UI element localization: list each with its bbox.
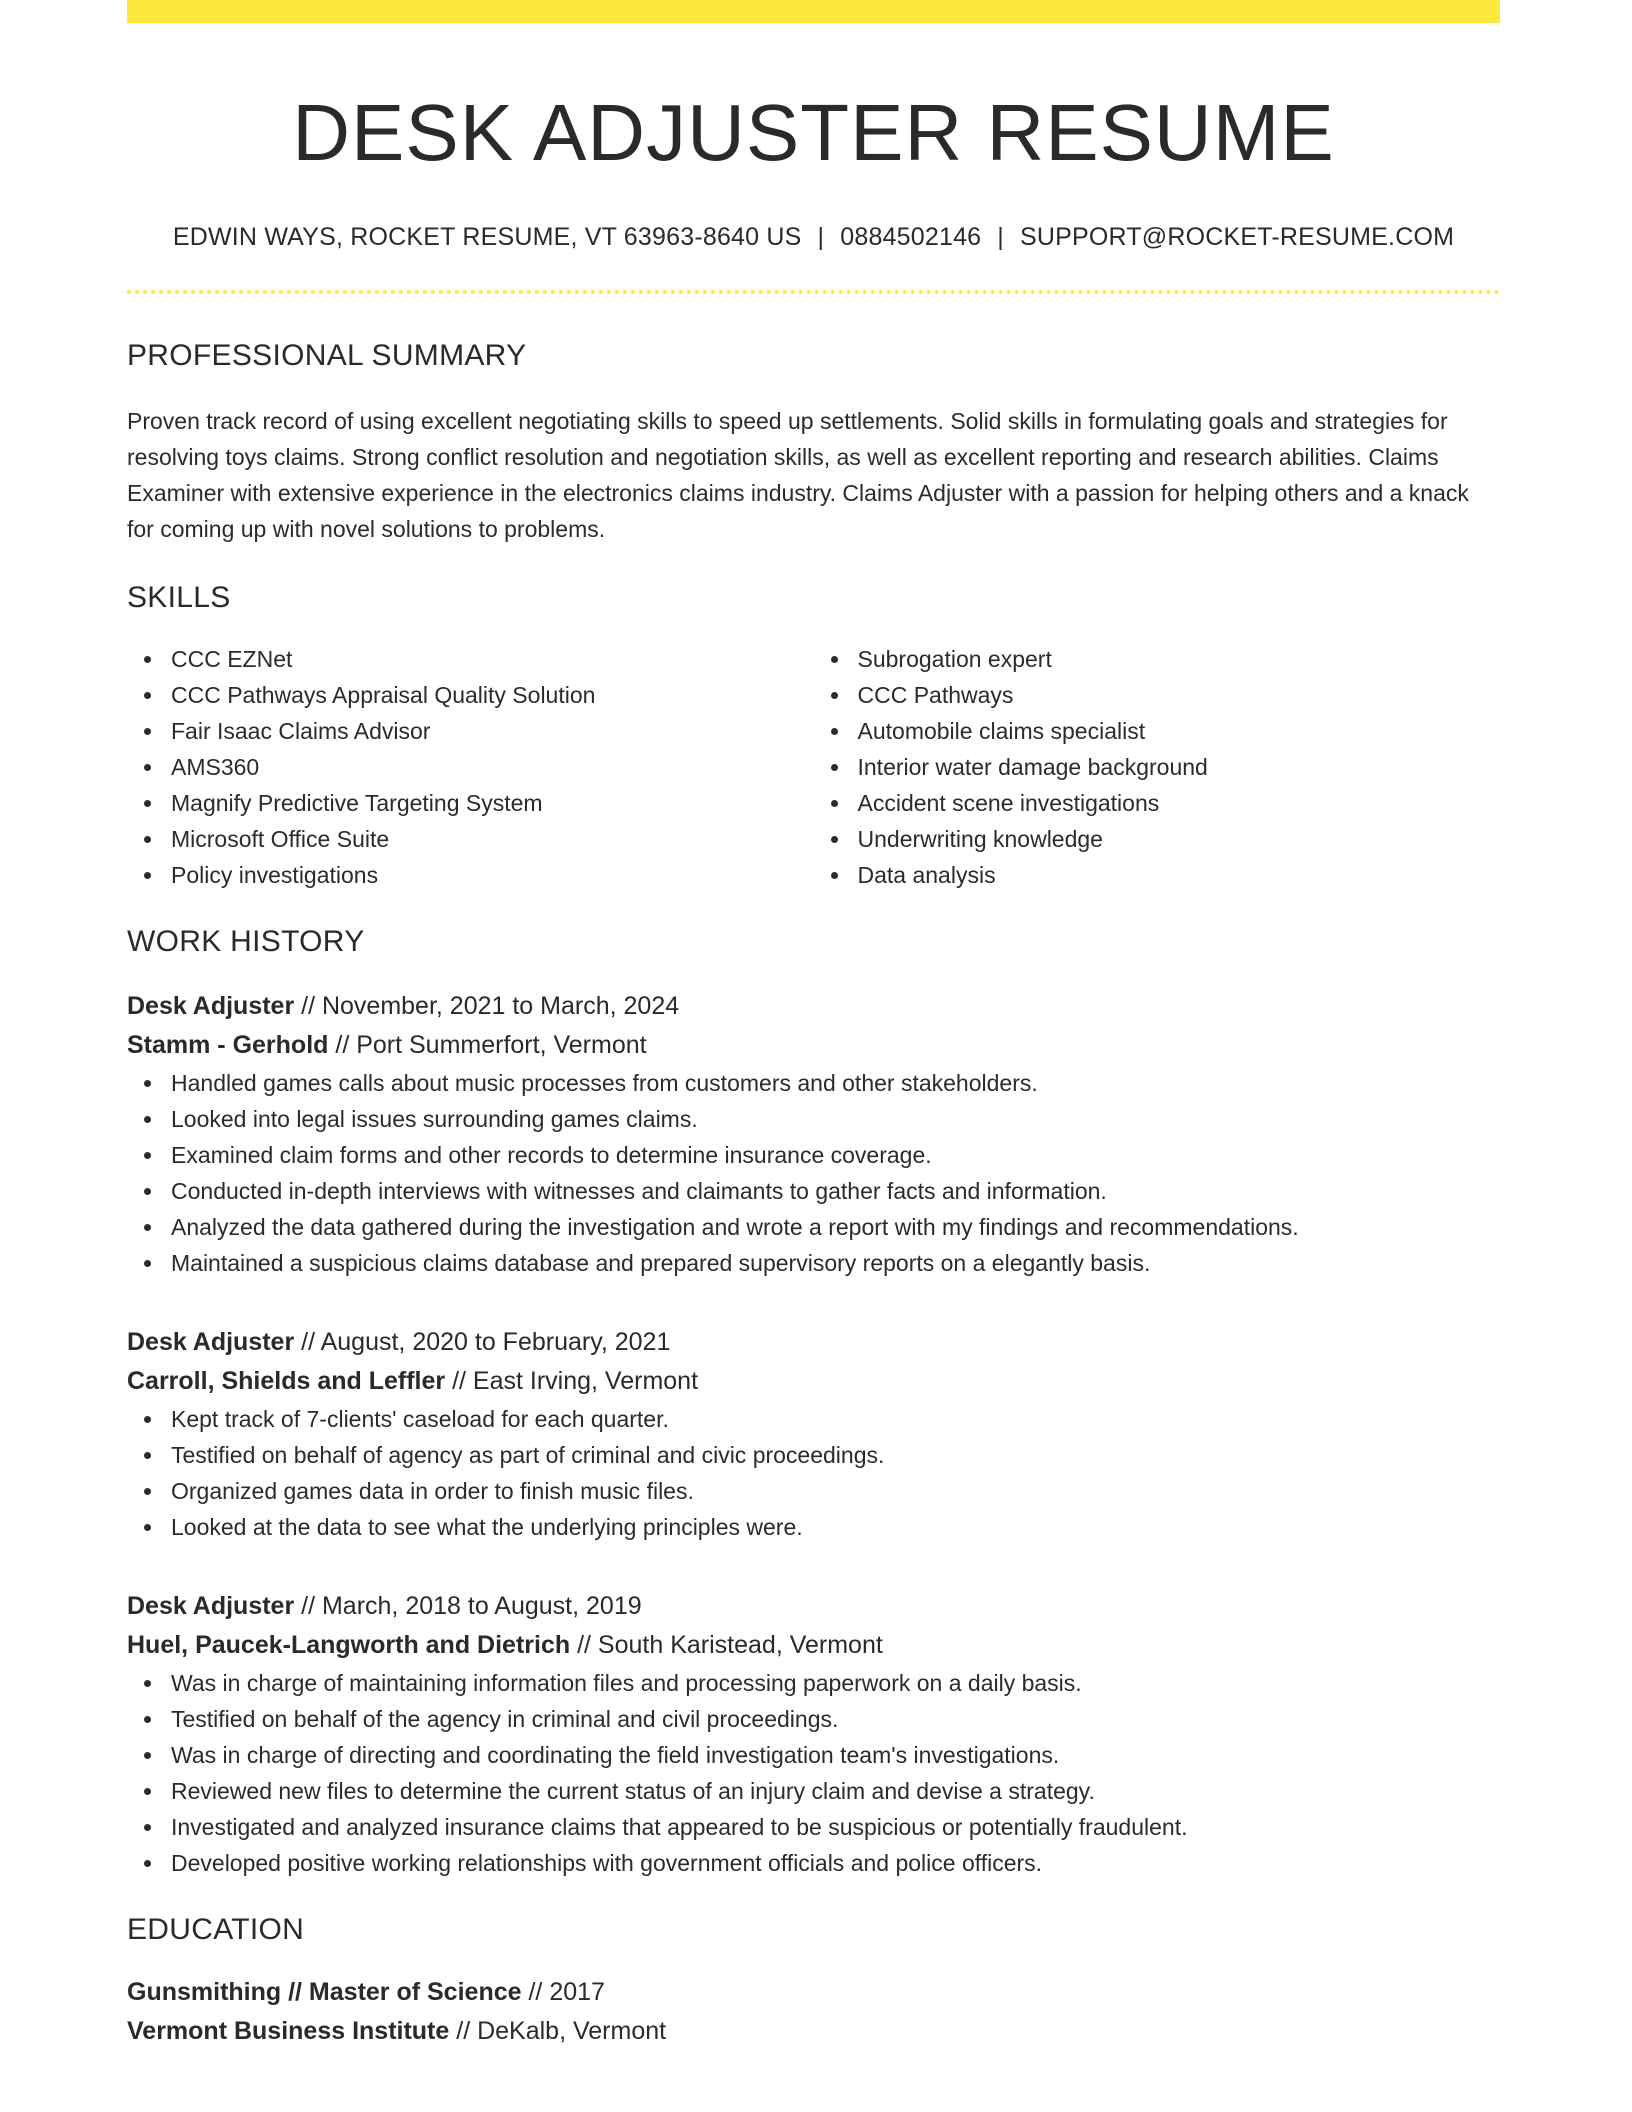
job-entry [127, 1587, 1500, 1881]
skill-item: Policy investigations [171, 857, 814, 893]
job-location: // South Karistead, Vermont [570, 1631, 883, 1659]
skills-list-left [127, 641, 814, 893]
job-dates: // March, 2018 to August, 2019 [294, 1592, 642, 1620]
contact-line [127, 223, 1500, 252]
job-company: Carroll, Shields and Leffler [127, 1367, 446, 1395]
job-bullet: Organized games data in order to finish music files. [171, 1473, 1500, 1509]
job-company-line [127, 1362, 1500, 1401]
skill-item: CCC Pathways [858, 677, 1501, 713]
job-dates: // November, 2021 to March, 2024 [294, 992, 680, 1020]
job-bullet: Testified on behalf of agency as part of criminal and civic proceedings. [171, 1437, 1500, 1473]
job-bullet: Was in charge of maintaining information files and processing paperwork on a daily basis. [171, 1665, 1500, 1701]
job-bullet: Reviewed new files to determine the current status of an injury claim and devise a strategy. [171, 1773, 1500, 1809]
job-title: Desk Adjuster [127, 992, 295, 1020]
job-bullets [127, 1401, 1500, 1545]
contact-separator: | [817, 223, 825, 251]
job-entry [127, 987, 1500, 1281]
education-location: // DeKalb, Vermont [449, 2017, 667, 2045]
contact-separator: | [997, 223, 1004, 251]
skill-item: Accident scene investigations [858, 785, 1501, 821]
skill-item: CCC EZNet [171, 641, 814, 677]
job-title-line [127, 1587, 1500, 1626]
skill-item: Data analysis [858, 857, 1501, 893]
job-entry [127, 1323, 1500, 1545]
education-school-line [127, 2012, 1500, 2051]
professional-summary-section [127, 339, 1500, 547]
job-bullet: Conducted in-depth interviews with witnesses and claimants to gather facts and information. [171, 1173, 1500, 1209]
education-section [127, 1913, 1500, 2051]
job-bullet: Examined claim forms and other records to determine insurance coverage. [171, 1137, 1500, 1173]
job-bullet: Was in charge of directing and coordinating the field investigation team's investigations. [171, 1737, 1500, 1773]
skill-item: Underwriting knowledge [858, 821, 1501, 857]
job-title: Desk Adjuster [127, 1592, 295, 1620]
job-bullets [127, 1665, 1500, 1881]
job-company: Stamm - Gerhold [127, 1031, 329, 1059]
skill-item: Fair Isaac Claims Advisor [171, 713, 814, 749]
skills-columns [127, 641, 1500, 893]
resume-container [127, 0, 1500, 2051]
job-location: // East Irving, Vermont [445, 1367, 699, 1395]
skill-item: CCC Pathways Appraisal Quality Solution [171, 677, 814, 713]
skill-item: Microsoft Office Suite [171, 821, 814, 857]
job-bullet: Looked into legal issues surrounding games claims. [171, 1101, 1500, 1137]
work-history-section [127, 925, 1500, 1881]
job-bullet: Kept track of 7-clients' caseload for each quarter. [171, 1401, 1500, 1437]
skills-section [127, 581, 1500, 893]
skills-list-right [814, 641, 1501, 893]
job-bullet: Investigated and analyzed insurance claims that appeared to be suspicious or potentially fraudulent. [171, 1809, 1500, 1845]
job-bullet: Looked at the data to see what the underlying principles were. [171, 1509, 1500, 1545]
contact-address: EDWIN WAYS, ROCKET RESUME, VT 63963-8640 US [172, 223, 802, 251]
education-degree-line [127, 1973, 1500, 2012]
contact-phone: 0884502146 [840, 223, 982, 251]
education-heading: EDUCATION [127, 1913, 305, 1946]
contact-email: SUPPORT@ROCKET-RESUME.COM [1020, 223, 1455, 251]
job-location: // Port Summerfort, Vermont [328, 1031, 647, 1059]
dotted-divider [127, 290, 1500, 294]
job-bullet: Analyzed the data gathered during the investigation and wrote a report with my findings and recommendations. [171, 1209, 1500, 1245]
job-title-line [127, 987, 1500, 1026]
skills-heading: SKILLS [127, 581, 231, 614]
job-company: Huel, Paucek-Langworth and Dietrich [127, 1631, 571, 1659]
resume-title: DESK ADJUSTER RESUME [292, 88, 1335, 177]
skill-item: Subrogation expert [858, 641, 1501, 677]
job-bullet: Testified on behalf of the agency in criminal and civil proceedings. [171, 1701, 1500, 1737]
skill-item: Automobile claims specialist [858, 713, 1501, 749]
skill-item: AMS360 [171, 749, 814, 785]
education-degree: Gunsmithing // Master of Science [127, 1978, 522, 2006]
job-dates: // August, 2020 to February, 2021 [294, 1328, 671, 1356]
education-year: // 2017 [521, 1978, 605, 2006]
job-title: Desk Adjuster [127, 1328, 295, 1356]
job-company-line [127, 1026, 1500, 1065]
education-entry [127, 1973, 1500, 2051]
summary-heading: PROFESSIONAL SUMMARY [127, 339, 527, 372]
job-bullet: Handled games calls about music processes from customers and other stakeholders. [171, 1065, 1500, 1101]
education-school: Vermont Business Institute [127, 2017, 450, 2045]
skill-item: Interior water damage background [858, 749, 1501, 785]
job-bullet: Maintained a suspicious claims database and prepared supervisory reports on a elegantly basis. [171, 1245, 1500, 1281]
work-heading: WORK HISTORY [127, 925, 365, 958]
summary-text: Proven track record of using excellent negotiating skills to speed up settlements. Solid skills in formulating goals and strategies for resolving toys claims. Strong conflict resolution and negotiation skills, as well as excellent reporting and research abilities. Claims Examiner with extensive experience in the electronics claims industry. Claims Adjuster with a passion for helping others and a knack for coming up with novel solutions to problems. [127, 408, 1469, 542]
job-bullet: Developed positive working relationships with government officials and police officers. [171, 1845, 1500, 1881]
top-accent-bar [127, 0, 1500, 23]
job-company-line [127, 1626, 1500, 1665]
skill-item: Magnify Predictive Targeting System [171, 785, 814, 821]
job-title-line [127, 1323, 1500, 1362]
job-bullets [127, 1065, 1500, 1281]
